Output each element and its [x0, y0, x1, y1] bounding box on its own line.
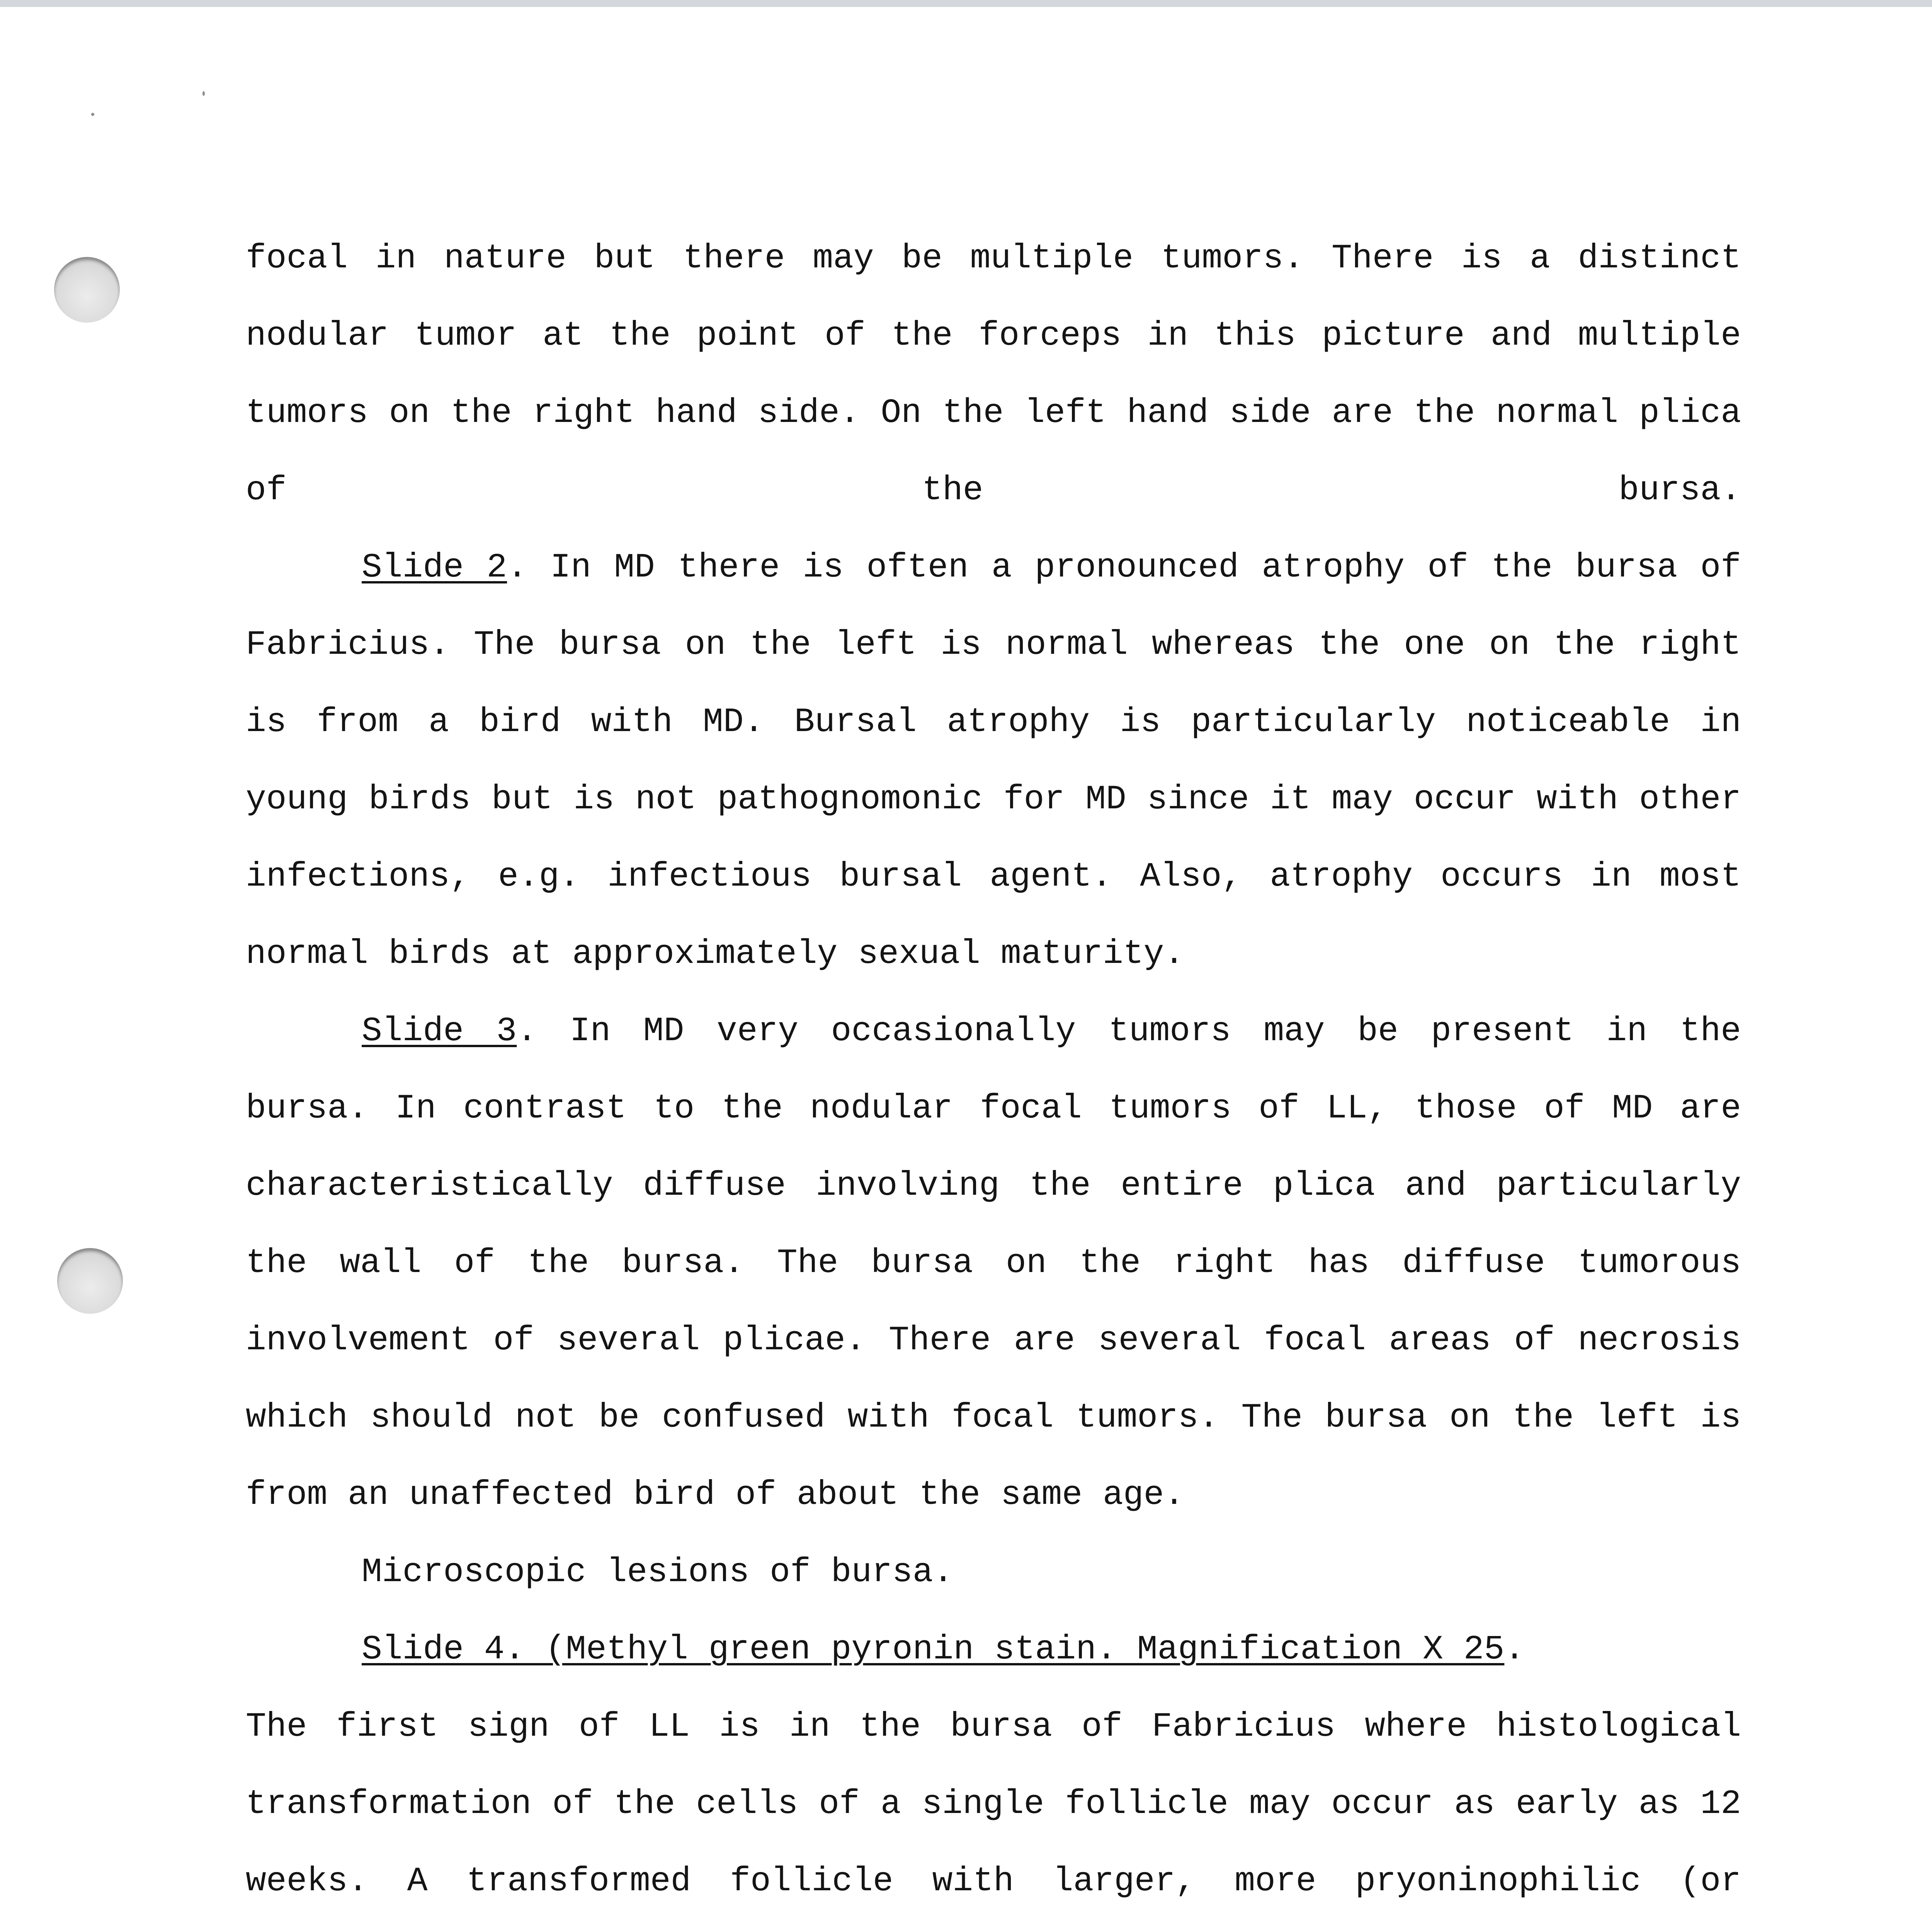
paragraph-slide-2: [246, 529, 1741, 993]
scan-speck: [91, 113, 94, 116]
slide-2-label: Slide 2: [362, 549, 507, 587]
paragraph-slide-4: The first sign of LL is in the bursa of Fabricius where histological transformation of the cells of a single follicle may occur as early as 12 weeks. A transformed follicle with larger, more pryoninophilic (or: [246, 1708, 1741, 1901]
paragraph-slide-3: [246, 993, 1741, 1534]
section-heading: Microscopic lesions of bursa.: [362, 1553, 954, 1592]
slide-4-label-end: .: [1504, 1631, 1525, 1669]
punch-hole-top: [54, 257, 120, 323]
scan-speck: [202, 91, 205, 96]
document-body: [246, 220, 1741, 1932]
slide-2-text: . In MD there is often a pronounced atrophy of the bursa of Fabricius. The bursa on the left is normal whereas the one on the right is from a bird with MD. Bursal atrophy is particularly noticeable in young birds but is not pathognomonic for MD since it may occur with other infections, e.g. infectious bursal agent. Also, atrophy occurs in most normal birds at approximately sexual maturity.: [246, 549, 1741, 973]
slide-4-heading: [246, 1611, 1741, 1689]
paragraph-1: focal in nature but there may be multiple tumors. There is a distinct nodular tumor at the point of the forceps in this picture and multiple tumors on the right hand side. On the left hand side are the normal plica of the bursa.: [246, 240, 1741, 510]
scan-top-edge: [0, 0, 1932, 7]
slide-3-text: . In MD very occasionally tumors may be present in the bursa. In contrast to the nodular focal tumors of LL, those of MD are characteristically diffuse involving the entire plica and particularly the wall of the bursa. The bursa on the right has diffuse tumorous involvement of several plicae. There are several focal areas of necrosis which should not be confused with focal tumors. The bursa on the left is from an unaffected bird of about the same age.: [246, 1012, 1741, 1514]
slide-4-label: Slide 4. (Methyl green pyronin stain. Magnification X 25: [362, 1631, 1505, 1669]
punch-hole-middle: [57, 1248, 123, 1314]
slide-3-label: Slide 3: [362, 1012, 517, 1051]
